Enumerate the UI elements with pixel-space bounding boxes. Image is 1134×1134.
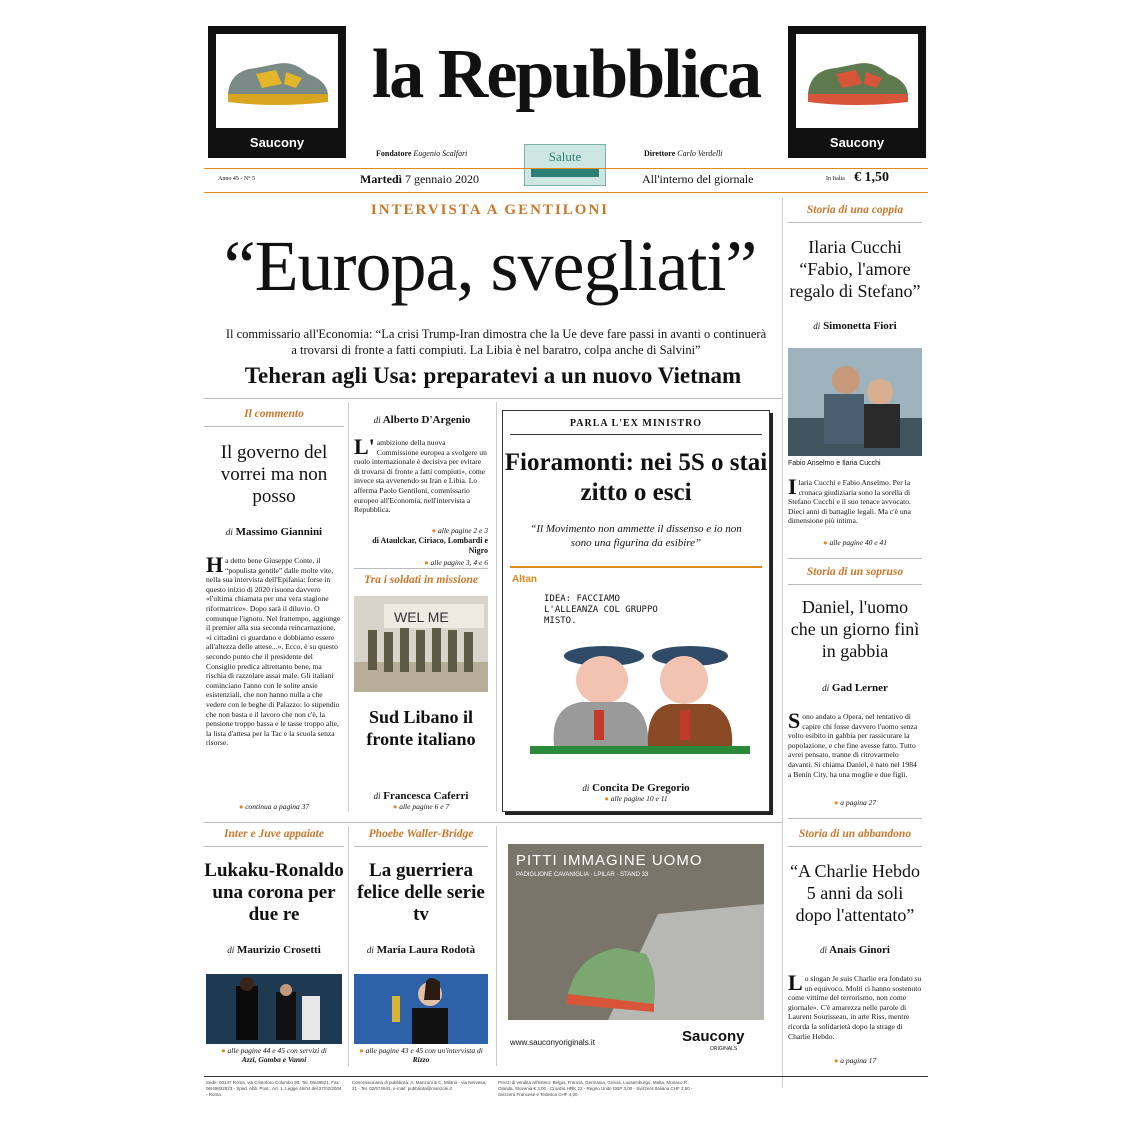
column-rule	[348, 402, 349, 812]
footer-rule	[204, 1076, 928, 1077]
soldiers-photo-icon	[354, 596, 488, 692]
shoe-image-left	[216, 34, 338, 128]
rule	[354, 846, 488, 847]
commento-headline[interactable]: Il governo del vorrei ma non posso	[220, 442, 328, 507]
svg-text:WEL ME: WEL ME	[394, 609, 449, 625]
shoe-ad-right[interactable]	[788, 26, 926, 158]
fioramonti-kicker: PARLA L'EX MINISTRO	[569, 418, 703, 429]
waller-ref[interactable]: ● alle pagine 43 e 45 con un'intervista di Rizzo	[359, 1046, 483, 1064]
couple-photo-icon	[788, 348, 922, 456]
salute-supplement[interactable]: Salute	[524, 144, 606, 186]
fioramonti-quote: “Il Movimento non ammette il dissenso e io non sono una figurina da esibire”	[530, 523, 742, 549]
pitti-title: PITTI IMMAGINE UOMO	[516, 852, 703, 869]
sopruso-body: Sono andato a Opera, nel tentativo di capire chi fosse davvero l'uomo senza volto esibito in gabbia per rassicurare la popolazione, e che fine avesse fatto. Tutto avrei pensato, tranne di ritrovarmelo davanti. Si chiama Daniel, è nato nel 1984 a Benin City, ha una moglie e due figli.	[788, 708, 918, 779]
shoe-image-right	[796, 34, 918, 128]
award-photo-icon	[354, 974, 488, 1044]
column-rule	[496, 826, 497, 1066]
argenio-ref[interactable]: ● alle pagine 2 e 3	[431, 526, 488, 535]
abbandono-body: Lo slogan Je suis Charlie era fondato su un equivoco. Molti ci hanno sostenuto come vittime del terrorismo, non come giornale». C'è amarezza nelle parole di Laurent Sourisseau, in arte Riss, mentre ricorda la solidarietà dopo la strage di Charlie Hebdo.	[788, 970, 922, 1041]
sopruso-headline[interactable]: Daniel, l'uomo che un giorno finì in gabbia	[790, 597, 920, 661]
coppia-byline: di Simonetta Fiori	[813, 320, 897, 332]
juve-byline: di Maurizio Crosetti	[227, 944, 321, 956]
rule	[510, 434, 762, 435]
brand-logo: Saucony	[249, 135, 305, 150]
rule	[510, 566, 762, 568]
footer-col1: Sede: 00147 Roma, via Cristoforo Colombo 90, Tel. 06/49821, Fax 06/49822923 - Sped. Abb. Post., Art. 1, Legge 46/04 del 27/02/2004 - Roma	[206, 1080, 342, 1097]
commento-body: Ha detto bene Giuseppe Conte, il “populista gentile” dalle molte vite, nella sua intervista dell'Epifania: forse in questo inizio di 2020 risuona davvero «l'ultima chiamata per una vera stagione riformatrice». Dopo sarà il diluvio. O comunque l'ignoto. Nel frattempo, aggiunge il premier alla sua seconda reincarnazione, «i cittadini ci guardano e dobbiamo essere all'altezza delle attese...». Ecco, è su questo secondo punto che il presidente del Consiglio predica altrettanto bene, ma rischia di razzolare assai male. Gli italiani cominciano l'anno con le solite ansie esistenziali, che non hanno nulla a che vedere con le beghe di Palazzo: lo stipendio che non basta e il lavoro che non c'è, la pensione troppo bassa e le tasse troppo alte, la lista d'attesa per la Tac e la scuola senza risorse.	[206, 552, 341, 748]
rule	[204, 822, 782, 823]
sneaker-photo-icon	[508, 844, 764, 1020]
cartoon	[520, 636, 756, 760]
fioramonti-byline: di Concita De Gregorio	[582, 782, 690, 794]
soldati-byline: di Francesca Caferri	[373, 790, 469, 802]
section-label: Il commento	[244, 408, 304, 420]
sneaker-icon	[796, 34, 918, 124]
sneaker-icon	[216, 34, 338, 124]
header-rule	[204, 192, 928, 193]
lead-deck: Il commissario all'Economia: “La crisi Trump-Iran dimostra che la Ue deve fare passi in avanti o continuerà a trovarsi di fronte a fatti compiuti. La Libia è nel baratro, colpa anche di Salvini”	[225, 327, 767, 357]
section-label: Phoebe Waller-Bridge	[368, 828, 474, 840]
lead-headline[interactable]: “Europa, svegliati”	[223, 226, 757, 306]
rule	[204, 426, 344, 427]
rule	[354, 568, 488, 569]
pitti-brand-sub: ORIGINALS	[710, 1046, 738, 1052]
waller-byline: di Maria Laura Rodotà	[366, 944, 476, 956]
juve-photo	[206, 974, 342, 1044]
juve-headline[interactable]: Lukaku-Ronaldo una corona per due re	[204, 860, 344, 925]
soldati-photo	[354, 596, 488, 692]
issue-date: Martedì 7 gennaio 2020	[360, 172, 479, 186]
abbandono-ref[interactable]: ● a pagina 17	[833, 1056, 877, 1065]
sopruso-byline: di Gad Lerner	[822, 682, 888, 694]
direttore: Direttore Carlo Verdelli	[644, 149, 723, 158]
rule	[788, 846, 922, 847]
rule	[788, 818, 922, 819]
section-label: Storia di una coppia	[806, 204, 904, 216]
shoe-ad-left[interactable]	[208, 26, 346, 158]
coppia-photo	[788, 348, 922, 456]
front-page	[204, 22, 928, 1104]
pitti-url[interactable]: www.saucony​originals.it	[510, 1038, 595, 1047]
argenio-body: L' ambizione della nuova Commissione europea a svolgere un ruolo internazionale è decisiva per evitare di trovarsi di fronte a fatti compiuti», come invece sta avvenendo su Iran e Libia. Lo afferma Paolo Gentiloni, commissario europeo all'Economia, nell'intervista a Repubblica.	[354, 434, 487, 515]
cartoon-text: IDEA: FACCIAMO L'ALLEANZA COL GRUPPO MISTO.	[544, 594, 658, 626]
column-rule	[782, 198, 783, 1088]
pitti-brand: Saucony	[682, 1028, 745, 1045]
second-headline[interactable]: Teheran agli Usa: preparatevi a un nuovo Vietnam	[244, 363, 742, 388]
commento-byline: di Massimo Giannini	[225, 526, 323, 538]
column-rule	[348, 826, 349, 1066]
football-players-icon	[206, 974, 342, 1044]
argenio-byline: di Alberto D'Argenio	[373, 414, 471, 426]
cartoon-author: Altan	[512, 574, 537, 585]
photo-caption: Fabio Anselmo e Ilaria Cucchi	[788, 460, 881, 467]
coppia-ref[interactable]: ● alle pagine 40 e 41	[823, 538, 887, 547]
footer-col3: Prezzi di vendita all'estero: Belgio, Francia, Germania, Grecia, Lussemburgo, Malta, Monaco P., Olanda, Slovenia € 3,00 - Croazia HRK 22 - Regno Unito GBP 3,00 - Svizzera Italiana CHF 3,50 - Svizzera Francese e Tedesca CHF 4,00	[498, 1080, 693, 1097]
juve-ref[interactable]: ● alle pagine 44 e 45 con servizi di Azzi, Gamba e Vanni	[221, 1046, 327, 1064]
soldati-headline[interactable]: Sud Libano il fronte italiano	[366, 707, 476, 749]
commento-ref[interactable]: ● continua a pagina 37	[238, 802, 310, 811]
rule	[788, 222, 922, 223]
issue-number: Anno 45 - N° 5	[218, 176, 256, 182]
fondatore: Fondatore Eugenio Scalfari	[376, 149, 468, 158]
rule	[788, 584, 922, 585]
cartoon-figures-icon	[520, 636, 756, 760]
sopruso-ref[interactable]: ● a pagina 27	[833, 798, 877, 807]
section-label: Storia di un sopruso	[806, 566, 904, 578]
pitti-sub: PADIGLIONE CAVANIGLIA · LPILAR · STAND 33	[516, 872, 649, 878]
rule	[204, 398, 782, 399]
abbandono-byline: di Anais Ginori	[820, 944, 890, 956]
argenio-ref2[interactable]: ● alle pagine 3, 4 e 6	[424, 558, 488, 567]
section-label: Storia di un abbandono	[798, 828, 912, 840]
soldati-ref[interactable]: ● alle pagine 6 e 7	[392, 802, 450, 811]
footer-col2: Concessionaria di pubblicità: A. Manzoni & C. Milano - via Nervesa, 21 - Tel. 02/574941, e-mail: pubblicita@manzoni.it	[352, 1080, 487, 1091]
abbandono-headline[interactable]: “A Charlie Hebdo 5 anni da soli dopo l'attentato”	[790, 861, 920, 925]
coppia-body: Ilaria Cucchi e Fabio Anselmo. Per la cronaca giudiziaria sono la sorella di Stefano Cucchi e il suo tenace avvocato. Dieci anni di battaglie legali. Ma c'è una dimensione più intima.	[788, 474, 911, 526]
header-rule	[204, 168, 928, 169]
section-label: Tra i soldati in missione	[364, 574, 478, 586]
argenio-coauthors: di Ataulckar, Ciriaco, Lombardi e Nigro	[372, 536, 488, 555]
masthead-title[interactable]: la Repubblica	[371, 36, 761, 113]
column-rule	[496, 402, 497, 812]
price: € 1,50	[854, 170, 889, 185]
rule	[204, 846, 344, 847]
lead-kicker: INTERVISTA A GENTILONI	[370, 202, 610, 218]
waller-photo	[354, 974, 488, 1044]
inside-label[interactable]: All'interno del giornale	[642, 172, 754, 186]
pitti-ad[interactable]	[508, 844, 764, 1020]
coppia-headline[interactable]: Ilaria Cucchi “Fabio, l'amore regalo di Stefano”	[789, 237, 921, 301]
fioramonti-headline[interactable]: Fioramonti: nei 5S o stai zitto o esci	[504, 449, 768, 506]
waller-headline[interactable]: La guerriera felice delle serie tv	[357, 860, 485, 925]
fioramonti-ref[interactable]: ● alle pagine 10 e 11	[604, 794, 668, 803]
brand-logo: Saucony	[829, 135, 885, 150]
section-label: Inter e Juve appaiate	[224, 828, 324, 840]
rule	[788, 558, 922, 559]
price-label: In Italia	[826, 176, 845, 182]
